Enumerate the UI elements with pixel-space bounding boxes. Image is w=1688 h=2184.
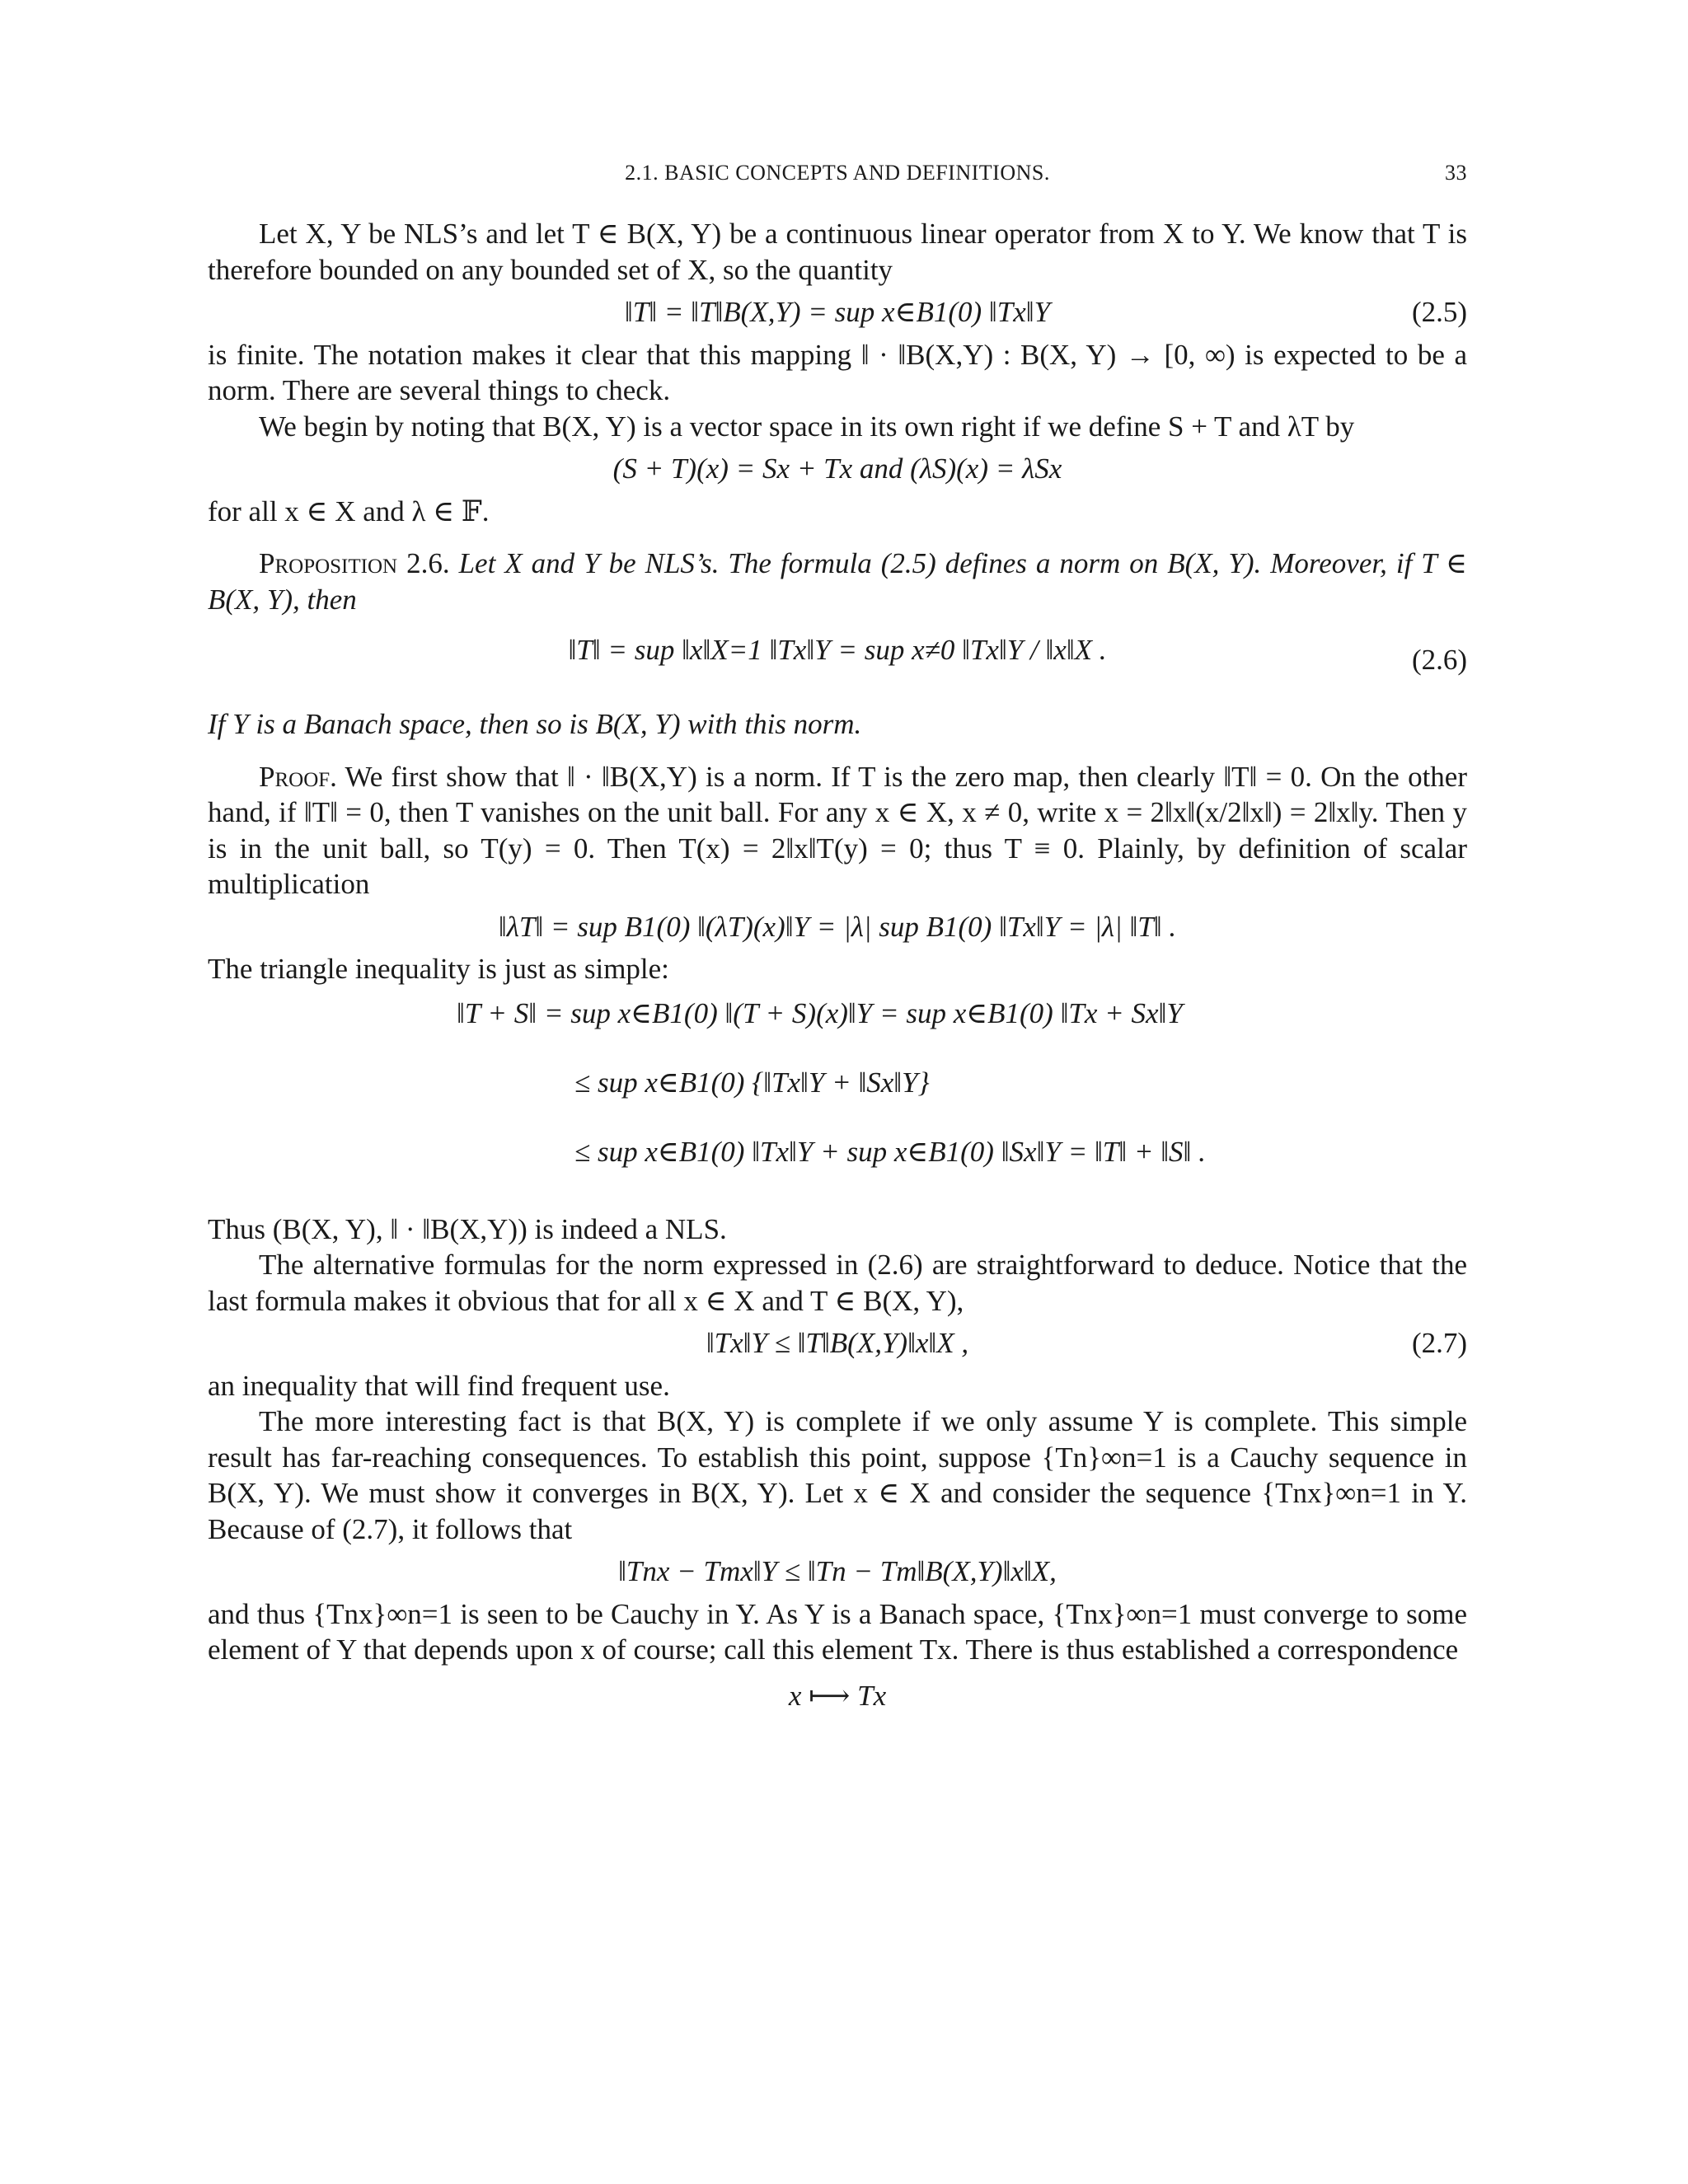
equation-cauchy-estimate	[208, 1554, 1467, 1590]
equation-2-6-tag: (2.6)	[1411, 644, 1467, 676]
proposition-conclusion-text: If Y is a Banach space, then so is B(X, Y) with this norm.	[208, 708, 862, 740]
proof-text: We first show that ‖ · ‖B(X,Y) is a norm. If T is the zero map, then clearly ‖T‖ = 0. On the other hand, if ‖T‖ = 0, then T vanishes on the unit ball. For any x ∈ X, x ≠ 0, write x = 2‖x‖(x/2‖x‖) = 2‖x‖y. Then y is in the unit ball, so T(y) = 0. Then T(x) = 2‖x‖T(y) = 0; thus T ≡ 0. Plainly, by definition of scalar multiplication	[208, 760, 1467, 900]
equation-2-5-body: ‖T‖ = ‖T‖B(X,Y) = sup x∈B1(0) ‖Tx‖Y	[624, 296, 1051, 328]
equation-cauchy-body: ‖Tnx − Tmx‖Y ≤ ‖Tn − Tm‖B(X,Y)‖x‖X,	[618, 1555, 1057, 1587]
proposition-2-6	[208, 546, 1467, 617]
triangle-line-3: ≤ sup x∈B1(0) ‖Tx‖Y + sup x∈B1(0) ‖Sx‖Y = ‖T‖ + ‖S‖ .	[574, 1135, 1206, 1168]
page-body	[208, 216, 1467, 1723]
paragraph-intro: Let X, Y be NLS’s and let T ∈ B(X, Y) be a continuous linear operator from X to Y. We know that T is therefore bounded on any bounded set of X, so the quantity	[208, 218, 1467, 286]
triangle-line-1: ‖T + S‖ = sup x∈B1(0) ‖(T + S)(x)‖Y = sup x∈B1(0) ‖Tx + Sx‖Y	[457, 996, 1183, 1029]
proposition-statement: Let X and Y be NLS’s. The formula (2.5) defines a norm on B(X, Y). Moreover, if T ∈ B(X, Y), then	[208, 547, 1468, 616]
equation-2-6-body: ‖T‖ = sup ‖x‖X=1 ‖Tx‖Y = sup x≠0 ‖Tx‖Y / ‖x‖X .	[568, 634, 1107, 666]
equation-correspondence-body: x ⟼ Tx	[788, 1679, 887, 1712]
equation-scalar-body: ‖λT‖ = sup B1(0) ‖(λT)(x)‖Y = |λ| sup B1(0) ‖Tx‖Y = |λ| ‖T‖ .	[498, 910, 1177, 943]
equation-2-6	[208, 624, 1467, 700]
paragraph-norm-finite: is finite. The notation makes it clear that this mapping ‖ · ‖B(X,Y) : B(X, Y) → [0, ∞) is expected to be a norm. There are several things to check.	[208, 338, 1467, 406]
equation-2-7-body: ‖Tx‖Y ≤ ‖T‖B(X,Y)‖x‖X ,	[706, 1327, 969, 1359]
paragraph-vector-space: We begin by noting that B(X, Y) is a vector space in its own right if we define S + T and λT by	[259, 410, 1355, 443]
paragraph-alternative-formulas: The alternative formulas for the norm expressed in (2.6) are straightforward to deduce. Notice that the last formula makes it obvious that for all x ∈ X and T ∈ B(X, Y),	[208, 1249, 1467, 1317]
equation-2-5-tag: (2.5)	[1411, 296, 1467, 328]
equation-2-5	[208, 294, 1467, 330]
proof-label: Proof.	[259, 760, 337, 793]
proposition-label: Proposition 2.6.	[259, 547, 450, 579]
proof-paragraph	[208, 759, 1467, 902]
equation-operations	[208, 451, 1467, 487]
paragraph-completeness: The more interesting fact is that B(X, Y) is complete if we only assume Y is complete. This simple result has far-reaching consequences. To establish this point, suppose {Tn}∞n=1 is a Cauchy sequence in B(X, Y). We must show it converges in B(X, Y). Let x ∈ X and consider the sequence {Tnx}∞n=1 in Y. Because of (2.7), it follows that	[208, 1405, 1467, 1545]
paragraph-for-all: for all x ∈ X and λ ∈ 𝔽.	[208, 494, 490, 527]
equation-operations-body: (S + T)(x) = Sx + Tx and (λS)(x) = λSx	[612, 452, 1062, 485]
triangle-inequality-display	[208, 996, 1467, 1203]
paragraph-frequent-use: an inequality that will find frequent use.	[208, 1369, 670, 1402]
equation-2-7-tag: (2.7)	[1411, 1327, 1467, 1359]
equation-scalar-multiplication	[208, 909, 1467, 945]
equation-correspondence	[208, 1678, 1467, 1714]
paragraph-triangle: The triangle inequality is just as simple:	[208, 953, 669, 985]
paragraph-cauchy-in-y: and thus {Tnx}∞n=1 is seen to be Cauchy in Y. As Y is a Banach space, {Tnx}∞n=1 must converge to some element of Y that depends upon x of course; call this element Tx. There is thus established a correspondence	[208, 1597, 1467, 1666]
equation-2-7	[208, 1325, 1467, 1361]
page-number: 33	[1445, 161, 1467, 185]
paragraph-nls-conclusion: Thus (B(X, Y), ‖ · ‖B(X,Y)) is indeed a NLS.	[208, 1212, 727, 1245]
proposition-conclusion	[208, 706, 1467, 743]
running-title: 2.1. BASIC CONCEPTS AND DEFINITIONS.	[625, 161, 1050, 185]
triangle-line-2: ≤ sup x∈B1(0) {‖Tx‖Y + ‖Sx‖Y}	[574, 1066, 930, 1099]
